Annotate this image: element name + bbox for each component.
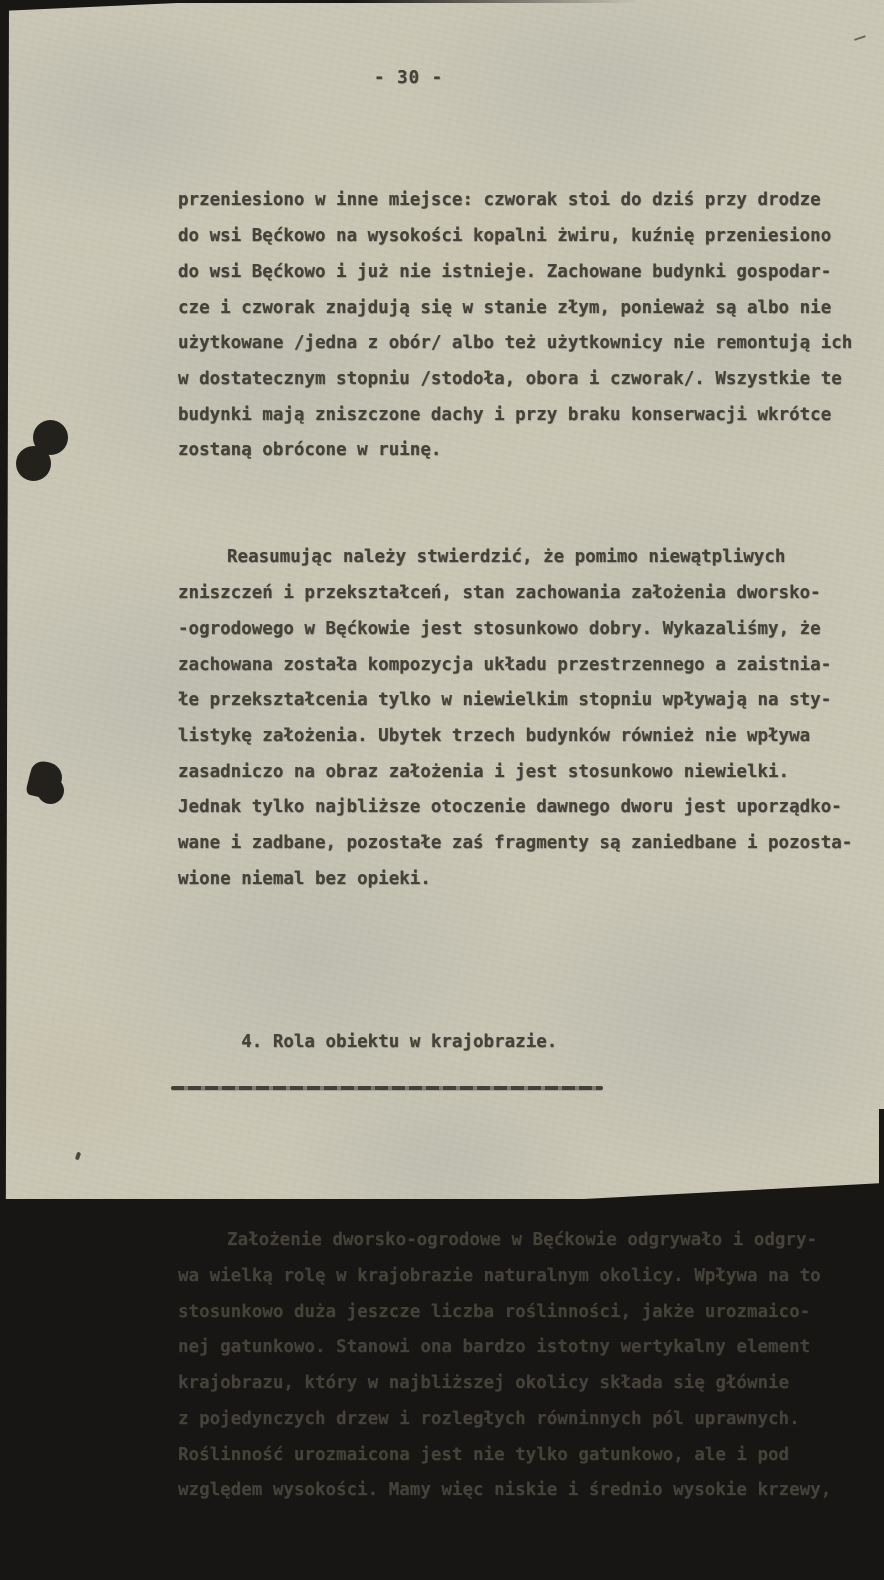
text-line: Reasumując należy stwierdzić, że pomimo niewątpliwych bbox=[227, 547, 786, 568]
text-line: wione niemal bez opieki. bbox=[178, 868, 431, 889]
text-line: listykę założenia. Ubytek trzech budynków również nie wpływa bbox=[178, 725, 811, 746]
text-line: stosunkowo duża jeszcze liczba roślinności, jakże urozmaico- bbox=[178, 1301, 811, 1322]
section-heading-wrap bbox=[178, 1003, 884, 1142]
paragraph-3 bbox=[178, 1223, 884, 1509]
paragraph-2 bbox=[178, 540, 884, 897]
text-line: budynki mają zniszczone dachy i przy braku konserwacji wkrótce bbox=[178, 404, 832, 425]
text-line: do wsi Bęćkowo i już nie istnieje. Zachowane budynki gospodar- bbox=[178, 261, 832, 282]
text-line: wane i zadbane, pozostałe zaś fragmenty są zaniedbane i pozosta- bbox=[178, 833, 853, 854]
text-line: Roślinność urozmaicona jest nie tylko gatunkowo, ale i pod bbox=[178, 1444, 790, 1465]
ink-speck-bottom-left bbox=[75, 1152, 81, 1161]
text-line: zostaną obrócone w ruinę. bbox=[178, 440, 442, 461]
text-line: Założenie dworsko-ogrodowe w Bęćkowie odgrywało i odgry- bbox=[227, 1230, 818, 1251]
text-line: -ogrodowego w Bęćkowie jest stosunkowo dobry. Wykazaliśmy, że bbox=[178, 618, 821, 639]
text-line: cze i czworak znajdują się w stanie złym, ponieważ są albo nie bbox=[178, 297, 832, 318]
text-line: w dostatecznym stopniu /stodoła, obora i czworak/. Wszystkie te bbox=[178, 368, 842, 389]
text-line: Jednak tylko najbliższe otoczenie dawnego dworu jest uporządko- bbox=[178, 797, 842, 818]
text-line: nej gatunkowo. Stanowi ona bardzo istotny wertykalny element bbox=[178, 1337, 811, 1358]
ink-speck-top-right bbox=[854, 35, 866, 41]
text-line: krajobrazu, który w najbliższej okolicy składa się głównie bbox=[178, 1373, 790, 1394]
text-line: zniszczeń i przekształceń, stan zachowania założenia dworsko- bbox=[178, 583, 821, 604]
page-number: - 30 - bbox=[374, 68, 444, 88]
text-line: względem wysokości. Mamy więc niskie i średnio wysokie krzewy, bbox=[178, 1480, 832, 1501]
heading-underline bbox=[171, 1086, 603, 1090]
page-body-text bbox=[178, 112, 884, 1580]
text-line: wa wielką rolę w krajobrazie naturalnym okolicy. Wpływa na to bbox=[178, 1265, 821, 1286]
text-line: zasadniczo na obraz założenia i jest stosunkowo niewielki. bbox=[178, 761, 790, 782]
paragraph-1 bbox=[178, 183, 884, 469]
scan-edge-left bbox=[0, 0, 9, 1199]
scan-edge-right-bottom bbox=[879, 1109, 884, 1199]
scan-edge-top-left-wedge bbox=[0, 0, 245, 11]
section-heading: 4. Rola obiektu w krajobrazie. bbox=[241, 1031, 558, 1052]
text-line: łe przekształcenia tylko w niewielkim stopniu wpływają na sty- bbox=[178, 690, 832, 711]
text-line: zachowana została kompozycja układu przestrzennego a zaistnia- bbox=[178, 654, 832, 675]
text-line: użytkowane /jedna z obór/ albo też użytkownicy nie remontują ich bbox=[178, 333, 853, 354]
ink-blot-upper-dot-2 bbox=[16, 446, 51, 481]
text-line: przeniesiono w inne miejsce: czworak stoi do dziś przy drodze bbox=[178, 190, 821, 211]
text-line: do wsi Bęćkowo na wysokości kopalni żwiru, kuźnię przeniesiono bbox=[178, 226, 832, 247]
text-line: z pojedynczych drzew i rozległych równinnych pól uprawnych. bbox=[178, 1408, 800, 1429]
